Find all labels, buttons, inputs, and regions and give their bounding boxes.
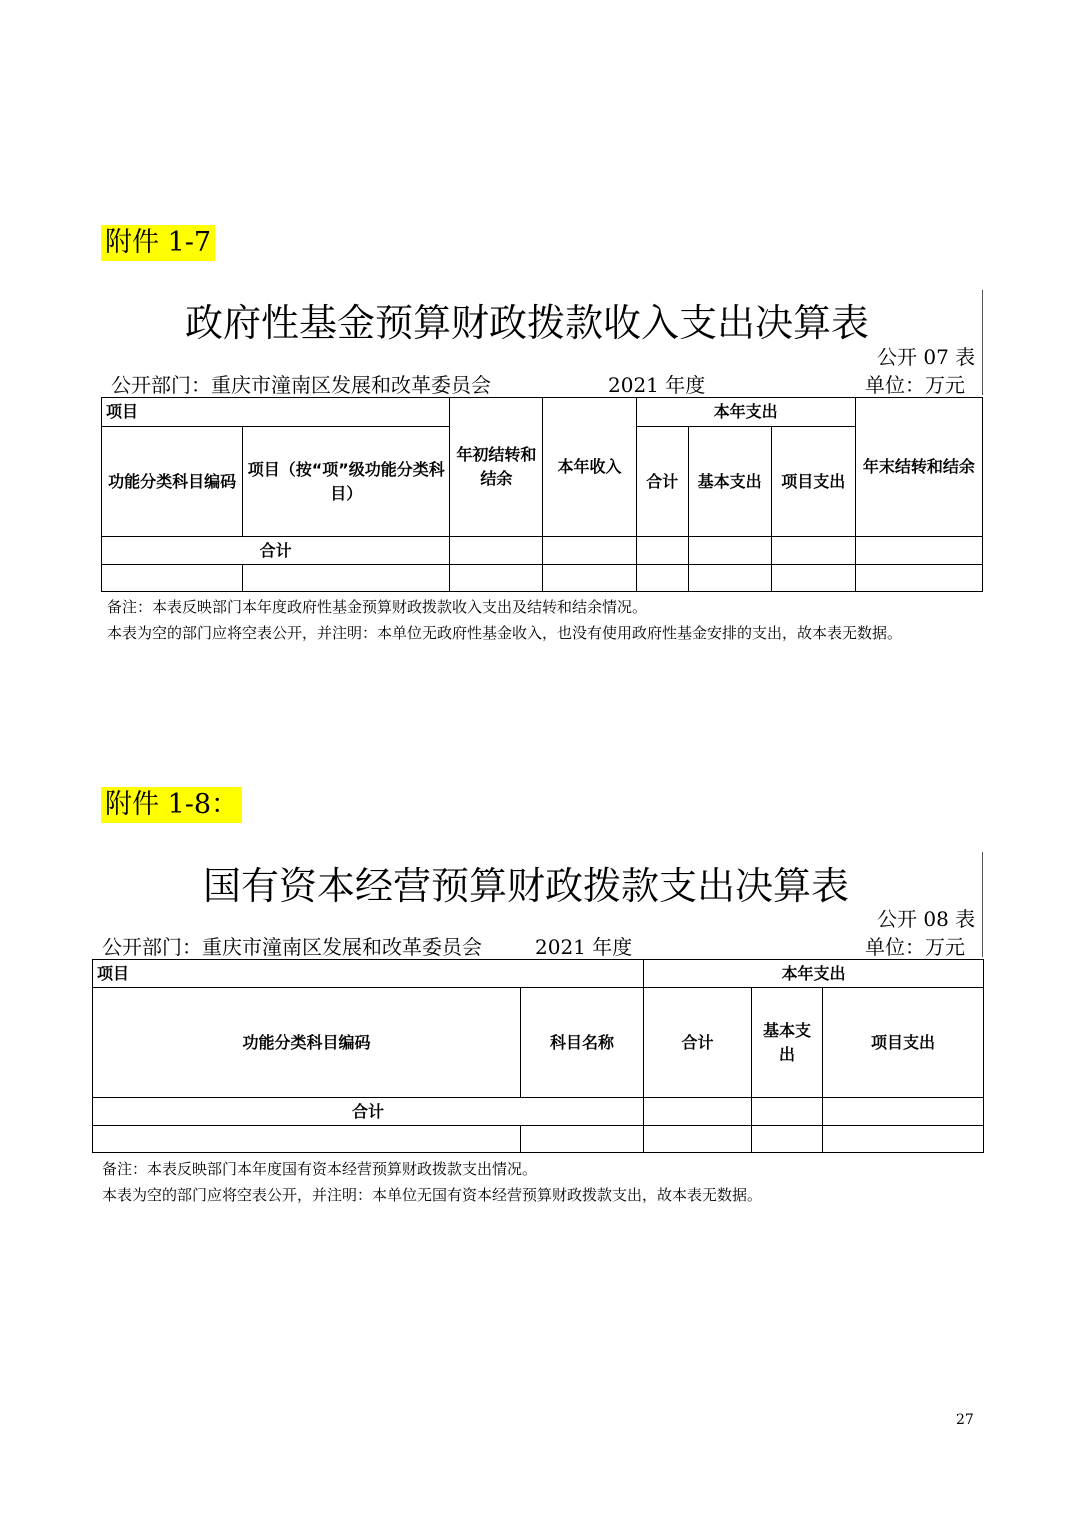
table-cell bbox=[823, 1098, 984, 1126]
header-func-code: 功能分类科目编码 bbox=[102, 427, 243, 537]
header-expense-group: 本年支出 bbox=[644, 960, 984, 988]
note-2: 本表为空的部门应将空表公开，并注明：本单位无政府性基金收入，也没有使用政府性基金安排的支出，故本表无数据。 bbox=[107, 624, 903, 642]
table-cell bbox=[636, 537, 688, 565]
department: 公开部门：重庆市潼南区发展和改革委员会 bbox=[111, 373, 491, 397]
table-cell bbox=[636, 565, 688, 592]
header-income: 本年收入 bbox=[543, 398, 636, 537]
total-row-label: 合计 bbox=[93, 1098, 644, 1126]
note-1: 备注：本表反映部门本年度国有资本经营预算财政拨款支出情况。 bbox=[102, 1160, 538, 1178]
header-begin-balance: 年初结转和结余 bbox=[450, 398, 543, 537]
department: 公开部门：重庆市潼南区发展和改革委员会 bbox=[102, 935, 482, 959]
header-basic: 基本支出 bbox=[688, 427, 771, 537]
header-func-code: 功能分类科目编码 bbox=[93, 988, 521, 1098]
total-row bbox=[102, 537, 983, 565]
header-project: 项目支出 bbox=[823, 988, 984, 1098]
fiscal-year: 2021 年度 bbox=[608, 373, 706, 397]
note-1: 备注：本表反映部门本年度政府性基金预算财政拨款收入支出及结转和结余情况。 bbox=[107, 598, 648, 616]
table-cell bbox=[450, 537, 543, 565]
table-title: 国有资本经营预算财政拨款支出决算表 bbox=[203, 864, 850, 908]
fund-budget-table bbox=[101, 397, 983, 592]
table-row bbox=[102, 565, 983, 592]
note-2: 本表为空的部门应将空表公开，并注明：本单位无国有资本经营预算财政拨款支出，故本表无数据。 bbox=[102, 1186, 763, 1204]
table-row bbox=[93, 1126, 984, 1153]
table-cell bbox=[521, 1126, 644, 1153]
fiscal-year: 2021 年度 bbox=[535, 935, 633, 959]
table-title: 政府性基金预算财政拨款收入支出决算表 bbox=[185, 301, 870, 345]
table-cell bbox=[450, 565, 543, 592]
header-end-balance: 年末结转和结余 bbox=[855, 398, 982, 537]
table-cell bbox=[688, 565, 771, 592]
header-total: 合计 bbox=[636, 427, 688, 537]
table-cell bbox=[771, 537, 855, 565]
table-cell bbox=[93, 1126, 521, 1153]
attachment-label: 附件 1-8： bbox=[101, 787, 242, 823]
table-cell bbox=[644, 1126, 752, 1153]
header-item-name: 项目（按“项”级功能分类科目） bbox=[243, 427, 450, 537]
table-code: 公开 08 表 bbox=[877, 907, 976, 931]
table-cell bbox=[752, 1126, 823, 1153]
header-project: 项目支出 bbox=[771, 427, 855, 537]
unit: 单位：万元 bbox=[865, 373, 965, 397]
header-item: 项目 bbox=[93, 960, 644, 988]
header-total: 合计 bbox=[644, 988, 752, 1098]
total-row bbox=[93, 1098, 984, 1126]
table-cell bbox=[102, 565, 243, 592]
margin-line bbox=[982, 852, 983, 957]
state-capital-table bbox=[92, 959, 984, 1153]
table-cell bbox=[543, 537, 636, 565]
table-cell bbox=[752, 1098, 823, 1126]
table-cell bbox=[855, 565, 982, 592]
table-cell bbox=[243, 565, 450, 592]
table-cell bbox=[644, 1098, 752, 1126]
attachment-label: 附件 1-7 bbox=[101, 225, 215, 261]
margin-line bbox=[982, 290, 983, 395]
page-number: 27 bbox=[956, 1412, 974, 1428]
table-cell bbox=[855, 537, 982, 565]
table-cell bbox=[543, 565, 636, 592]
header-subject-name: 科目名称 bbox=[521, 988, 644, 1098]
header-expense-group: 本年支出 bbox=[636, 398, 855, 427]
header-basic: 基本支出 bbox=[752, 988, 823, 1098]
unit: 单位：万元 bbox=[865, 935, 965, 959]
header-item: 项目 bbox=[102, 398, 450, 427]
table-cell bbox=[823, 1126, 984, 1153]
table-code: 公开 07 表 bbox=[877, 345, 976, 369]
total-row-label: 合计 bbox=[102, 537, 450, 565]
table-cell bbox=[771, 565, 855, 592]
table-cell bbox=[688, 537, 771, 565]
